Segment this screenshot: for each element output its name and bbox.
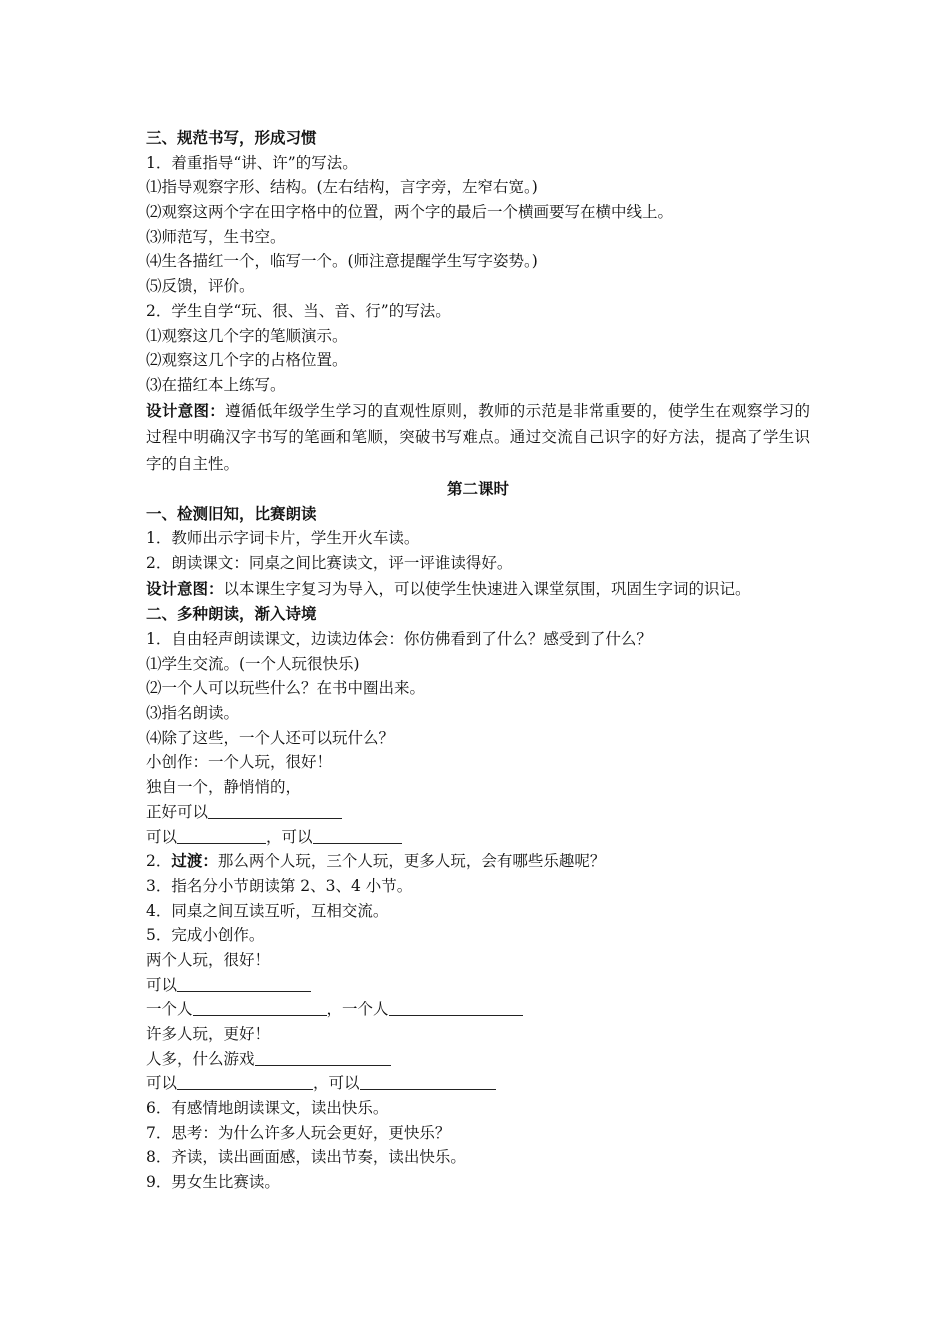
paragraph: ⑶在描红本上练写。 xyxy=(146,375,286,394)
section-heading: 二、多种朗读，渐入诗境 xyxy=(146,605,317,624)
fill-blank xyxy=(177,826,266,844)
poem-text: 一个人 xyxy=(146,1000,193,1019)
paragraph: ⑷除了这些，一个人还可以玩什么？ xyxy=(146,728,395,747)
design-intent-paragraph xyxy=(146,398,810,478)
fill-blank xyxy=(208,801,342,819)
fill-blank xyxy=(193,998,327,1016)
paragraph: 2．学生自学“玩、很、当、音、行”的写法。 xyxy=(146,301,451,320)
fill-blank xyxy=(255,1048,391,1066)
document-body xyxy=(146,126,810,1195)
paragraph: ⑸反馈，评价。 xyxy=(146,277,255,296)
poem-text: 可以 xyxy=(146,827,178,846)
design-intent-label: 设计意图： xyxy=(146,401,226,420)
paragraph: 1．着重指导“讲、许”的写法。 xyxy=(146,153,358,172)
paragraph: ⑵一个人可以玩些什么？在书中圈出来。 xyxy=(146,679,426,698)
section-heading: 三、规范书写，形成习惯 xyxy=(146,129,317,147)
paragraph-text: 那么两个人玩，三个人玩，更多人玩，会有哪些乐趣呢？ xyxy=(217,852,606,871)
poem-line: 两个人玩，很好！ xyxy=(146,950,271,969)
paragraph: ⑵观察这几个字的占格位置。 xyxy=(146,351,348,370)
fill-blank xyxy=(313,826,402,844)
poem-line xyxy=(146,1071,810,1096)
paragraph: 6．有感情地朗读课文，读出快乐。 xyxy=(146,1099,389,1118)
paragraph: 7．思考：为什么许多人玩会更好，更快乐？ xyxy=(146,1123,451,1142)
paragraph: 3．指名分小节朗读第 2、3、4 小节。 xyxy=(146,876,413,895)
poem-line xyxy=(146,997,810,1022)
poem-line: 独自一个，静悄悄的， xyxy=(146,778,302,797)
poem-line: 小创作：一个人玩，很好！ xyxy=(146,753,333,772)
poem-text: ，可以 xyxy=(266,827,313,846)
poem-text: 可以 xyxy=(146,1074,178,1093)
fill-blank xyxy=(177,1072,313,1090)
paragraph: ⑶指名朗读。 xyxy=(146,704,240,723)
paragraph: ⑴观察这几个字的笔顺演示。 xyxy=(146,326,348,345)
paragraph: 4．同桌之间互读互听，互相交流。 xyxy=(146,901,389,920)
design-intent-label: 设计意图： xyxy=(146,579,224,598)
transition-label: 过渡： xyxy=(171,852,218,871)
paragraph: 8．齐读，读出画面感，读出节奏，读出快乐。 xyxy=(146,1148,466,1167)
poem-line xyxy=(146,800,810,825)
paragraph: ⑷生各描红一个，临写一个。(师注意提醒学生写字姿势。) xyxy=(146,252,538,271)
design-intent-paragraph xyxy=(146,576,810,603)
design-intent-text: 遵循低年级学生学习的直观性原则，教师的示范是非常重要的，使学生在观察学习的过程中明确汉字书写的笔画和笔顺，突破书写难点。通过交流自己识字的好方法，提高了学生识字的自主性。 xyxy=(146,401,810,473)
paragraph xyxy=(146,849,810,874)
paragraph: 1．教师出示字词卡片，学生开火车读。 xyxy=(146,529,420,548)
fill-blank xyxy=(389,998,523,1016)
paragraph: 1．自由轻声朗读课文，边读边体会：你仿佛看到了什么？感受到了什么？ xyxy=(146,630,652,648)
fill-blank xyxy=(177,974,311,992)
poem-line xyxy=(146,973,810,998)
paragraph: 5．完成小创作。 xyxy=(146,926,265,945)
poem-text: 可以 xyxy=(146,975,178,994)
fill-blank xyxy=(360,1072,496,1090)
lesson-title: 第二课时 xyxy=(446,480,509,499)
paragraph: 9．男女生比赛读。 xyxy=(146,1173,280,1192)
design-intent-text: 以本课生字复习为导入，可以使学生快速进入课堂氛围，巩固生字词的识记。 xyxy=(223,579,751,598)
poem-line xyxy=(146,1047,810,1072)
paragraph: ⑶师范写，生书空。 xyxy=(146,227,286,246)
paragraph: ⑴指导观察字形、结构。(左右结构，言字旁，左窄右宽。) xyxy=(146,178,538,197)
paragraph: 2．朗读课文：同桌之间比赛读文，评一评谁读得好。 xyxy=(146,554,513,573)
poem-text: ，可以 xyxy=(313,1074,360,1093)
paragraph: ⑵观察这两个字在田字格中的位置，两个字的最后一个横画要写在横中线上。 xyxy=(146,203,674,222)
poem-line xyxy=(146,825,810,850)
paragraph: ⑴学生交流。(一个人玩很快乐) xyxy=(146,654,360,673)
poem-text: ，一个人 xyxy=(326,1000,389,1019)
section-heading: 一、检测旧知，比赛朗读 xyxy=(146,504,317,523)
poem-text: 人多，什么游戏 xyxy=(146,1049,255,1068)
item-number: 2． xyxy=(146,852,172,871)
poem-text: 正好可以 xyxy=(146,802,209,821)
poem-line: 许多人玩，更好！ xyxy=(146,1025,271,1043)
